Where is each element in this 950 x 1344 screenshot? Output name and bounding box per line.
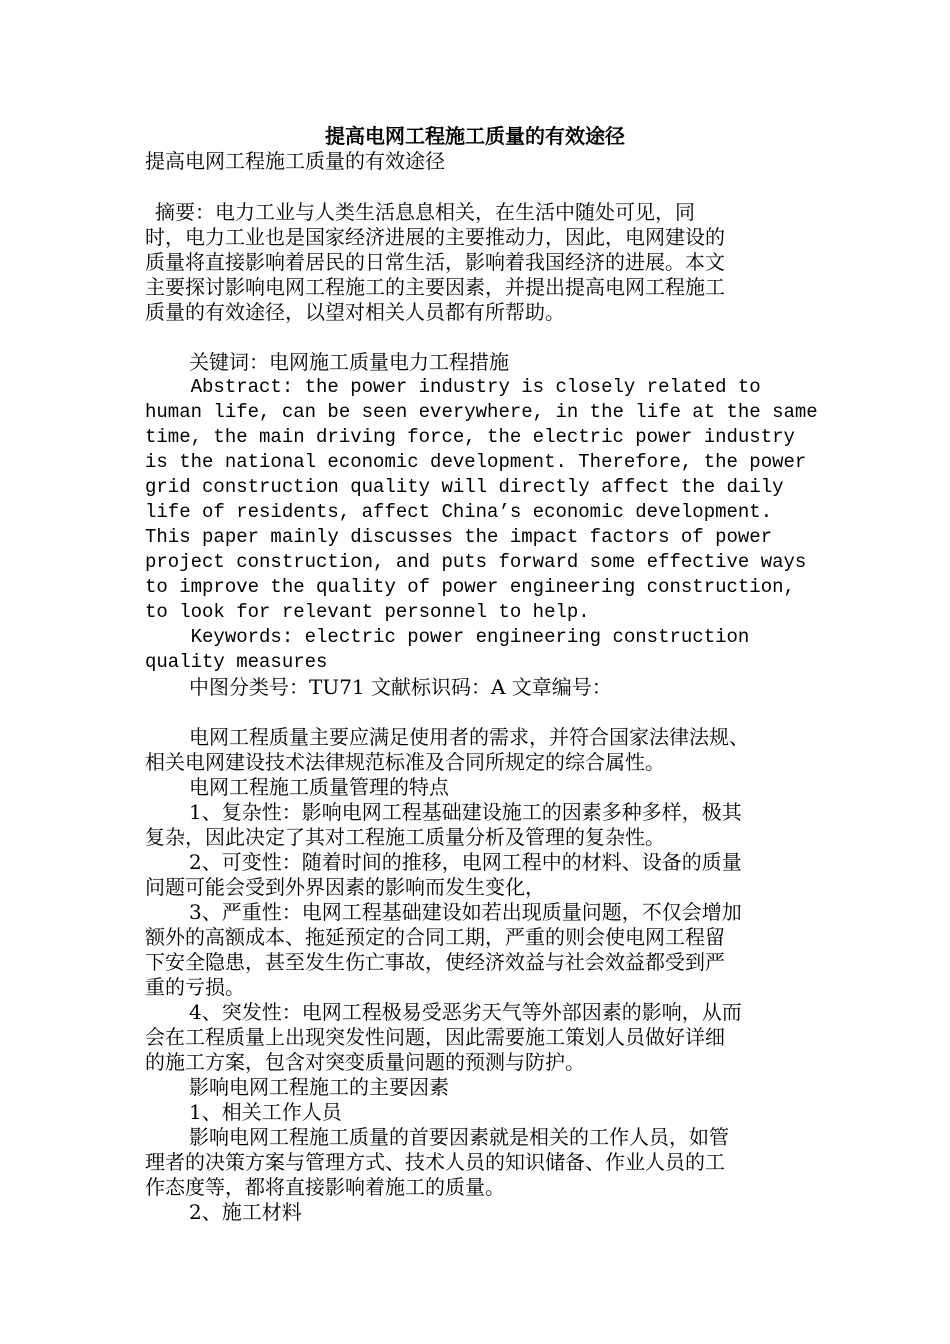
abstract-cn-line: 时，电力工业也是国家经济进展的主要推动力，因此，电网建设的 bbox=[145, 225, 725, 249]
body-line: 影响电网工程施工质量的首要因素就是相关的工作人员，如管 bbox=[189, 1125, 729, 1149]
body-line: 问题可能会受到外界因素的影响而发生变化， bbox=[145, 875, 545, 899]
document-body bbox=[145, 148, 818, 1225]
body-line: 复杂，因此决定了其对工程施工质量分析及管理的复杂性。 bbox=[145, 825, 665, 849]
document-subtitle: 提高电网工程施工质量的有效途径 bbox=[145, 149, 445, 173]
abstract-cn-line: 质量将直接影响着居民的日常生活，影响着我国经济的进展。本文 bbox=[145, 250, 725, 274]
body-line: 理者的决策方案与管理方式、技术人员的知识储备、作业人员的工 bbox=[145, 1150, 725, 1174]
abstract-en-line: Abstract: the power industry is closely related to bbox=[145, 376, 761, 398]
keywords-cn: 关键词：电网施工质量电力工程措施 bbox=[189, 350, 509, 374]
body-line: 电网工程质量主要应满足使用者的需求，并符合国家法律法规、 bbox=[189, 725, 749, 749]
abstract-cn-line: 质量的有效途径，以望对相关人员都有所帮助。 bbox=[145, 300, 565, 324]
body-line: 1、复杂性：影响电网工程基础建设施工的因素多种多样，极其 bbox=[189, 800, 742, 824]
classification-line: 中图分类号：TU71 文献标识码：A 文章编号： bbox=[189, 675, 612, 699]
abstract-cn-line: 主要探讨影响电网工程施工的主要因素，并提出提高电网工程施工 bbox=[145, 275, 725, 299]
spacer bbox=[145, 700, 805, 725]
abstract-en-line: project construction, and puts forward some effective ways bbox=[145, 551, 807, 573]
spacer bbox=[145, 174, 805, 200]
spacer bbox=[145, 325, 805, 350]
subsection-heading: 1、相关工作人员 bbox=[189, 1100, 342, 1124]
abstract-en-line: time, the main driving force, the electric power industry bbox=[145, 426, 795, 448]
body-line: 会在工程质量上出现突发性问题，因此需要施工策划人员做好详细 bbox=[145, 1025, 725, 1049]
abstract-en-line: to improve the quality of power engineering construction, bbox=[145, 576, 795, 598]
keywords-en-line: Keywords: electric power engineering construction bbox=[145, 626, 750, 648]
abstract-en-line: This paper mainly discusses the impact factors of power bbox=[145, 526, 773, 548]
abstract-cn-line: 摘要：电力工业与人类生活息息相关，在生活中随处可见，同 bbox=[155, 200, 695, 224]
body-line: 额外的高额成本、拖延预定的合同工期，严重的则会使电网工程留 bbox=[145, 925, 725, 949]
section-heading: 电网工程施工质量管理的特点 bbox=[189, 775, 449, 799]
body-line: 4、突发性：电网工程极易受恶劣天气等外部因素的影响，从而 bbox=[189, 1000, 742, 1024]
body-line: 2、可变性：随着时间的推移，电网工程中的材料、设备的质量 bbox=[189, 850, 742, 874]
section-heading: 影响电网工程施工的主要因素 bbox=[189, 1075, 449, 1099]
abstract-en-line: to look for relevant personnel to help. bbox=[145, 601, 590, 623]
body-line: 3、严重性：电网工程基础建设如若出现质量问题，不仅会增加 bbox=[189, 900, 742, 924]
abstract-en-line: human life, can be seen everywhere, in the life at the same bbox=[145, 401, 818, 423]
abstract-en-line: grid construction quality will directly affect the daily bbox=[145, 476, 784, 498]
body-line: 相关电网建设技术法律规范标准及合同所规定的综合属性。 bbox=[145, 750, 665, 774]
body-line: 下安全隐患，甚至发生伤亡事故，使经济效益与社会效益都受到严 bbox=[145, 950, 725, 974]
document-title: 提高电网工程施工质量的有效途径 bbox=[325, 124, 625, 148]
abstract-en-line: life of residents, affect China’s economic development. bbox=[145, 501, 773, 523]
keywords-en-line: quality measures bbox=[145, 651, 328, 673]
body-line: 重的亏损。 bbox=[145, 975, 245, 999]
abstract-en-line: is the national economic development. Therefore, the power bbox=[145, 451, 807, 473]
subsection-heading: 2、施工材料 bbox=[189, 1200, 302, 1224]
body-line: 作态度等，都将直接影响着施工的质量。 bbox=[145, 1175, 505, 1199]
body-line: 的施工方案，包含对突变质量问题的预测与防护。 bbox=[145, 1050, 585, 1074]
